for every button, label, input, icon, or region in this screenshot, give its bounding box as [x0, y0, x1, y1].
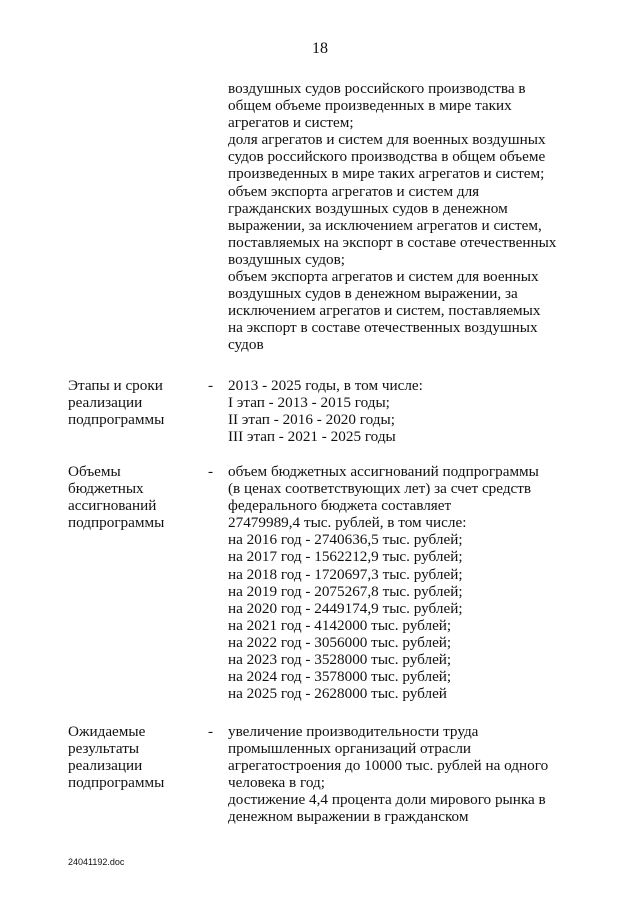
label-line: подпрограммы — [68, 514, 165, 532]
label-line: результаты — [68, 740, 140, 758]
label-line: ассигнований — [68, 497, 157, 515]
value-line: на 2021 год - 4142000 тыс. рублей; — [228, 616, 452, 634]
value-line: федерального бюджета составляет — [228, 497, 452, 515]
value-line: на 2022 год - 3056000 тыс. рублей; — [228, 633, 452, 651]
section-value — [228, 723, 588, 826]
section-label — [68, 377, 198, 428]
text-line: поставляемых на экспорт в составе отечественных — [228, 233, 557, 251]
value-line: на 2023 год - 3528000 тыс. рублей; — [228, 651, 452, 669]
value-line: объем бюджетных ассигнований подпрограммы — [228, 463, 539, 480]
dash-separator: - — [208, 723, 214, 740]
value-line: 27479989,4 тыс. рублей, в том числе: — [228, 514, 467, 532]
value-line: I этап - 2013 - 2015 годы; — [228, 394, 390, 412]
value-line: на 2017 год - 1562212,9 тыс. рублей; — [228, 548, 463, 566]
text-line: судов — [228, 336, 264, 354]
value-line: 2013 - 2025 годы, в том числе: — [228, 377, 423, 394]
value-line: II этап - 2016 - 2020 годы; — [228, 411, 395, 429]
text-line: воздушных судов российского производства в — [228, 80, 526, 97]
value-line: агрегатостроения до 10000 тыс. рублей на одного — [228, 757, 549, 775]
text-line: произведенных в мире таких агрегатов и систем; — [228, 165, 545, 183]
text-line: воздушных судов в денежном выражении, за — [228, 285, 518, 303]
text-line: судов российского производства в общем объеме — [228, 148, 546, 166]
page-number: 18 — [312, 40, 328, 57]
value-line: на 2019 год - 2075267,8 тыс. рублей; — [228, 582, 463, 600]
label-line: бюджетных — [68, 480, 144, 498]
text-line: исключением агрегатов и систем, поставляемых — [228, 302, 541, 320]
intro-text-block — [228, 80, 588, 354]
text-line: объем экспорта агрегатов и систем для — [228, 182, 480, 200]
label-line: Этапы и сроки — [68, 377, 163, 394]
label-line: подпрограммы — [68, 411, 165, 429]
text-line: объем экспорта агрегатов и систем для военных — [228, 268, 539, 286]
value-line: человека в год; — [228, 774, 325, 792]
text-line: доля агрегатов и систем для военных воздушных — [228, 131, 546, 149]
value-line: на 2025 год - 2628000 тыс. рублей — [228, 685, 447, 703]
value-line: на 2018 год - 1720697,3 тыс. рублей; — [228, 565, 463, 583]
section-value — [228, 377, 588, 445]
dash-separator: - — [208, 463, 214, 480]
text-line: на экспорт в составе отечественных воздушных — [228, 319, 538, 337]
text-line: общем объеме произведенных в мире таких — [228, 97, 512, 115]
label-line: подпрограммы — [68, 774, 165, 792]
text-line: выражении, за исключением агрегатов и систем, — [228, 216, 542, 234]
label-line: Ожидаемые — [68, 723, 146, 740]
value-line: III этап - 2021 - 2025 годы — [228, 428, 396, 446]
section-label — [68, 723, 198, 791]
value-line: увеличение производительности труда — [228, 723, 479, 740]
text-line: агрегатов и систем; — [228, 114, 354, 132]
value-line: (в ценах соответствующих лет) за счет средств — [228, 480, 532, 498]
value-line: на 2020 год - 2449174,9 тыс. рублей; — [228, 599, 463, 617]
document-filename: 24041192.doc — [68, 857, 125, 867]
text-line: гражданских воздушных судов в денежном — [228, 199, 508, 217]
dash-separator: - — [208, 377, 214, 394]
label-line: реализации — [68, 394, 143, 412]
label-line: реализации — [68, 757, 143, 775]
section-label — [68, 463, 198, 531]
label-line: Объемы — [68, 463, 121, 480]
text-line: воздушных судов; — [228, 250, 346, 268]
value-line: денежном выражении в гражданском — [228, 808, 469, 826]
value-line: на 2016 год - 2740636,5 тыс. рублей; — [228, 531, 463, 549]
section-value — [228, 463, 588, 702]
value-line: на 2024 год - 3578000 тыс. рублей; — [228, 668, 452, 686]
value-line: достижение 4,4 процента доли мирового рынка в — [228, 791, 546, 809]
value-line: промышленных организаций отрасли — [228, 740, 472, 758]
